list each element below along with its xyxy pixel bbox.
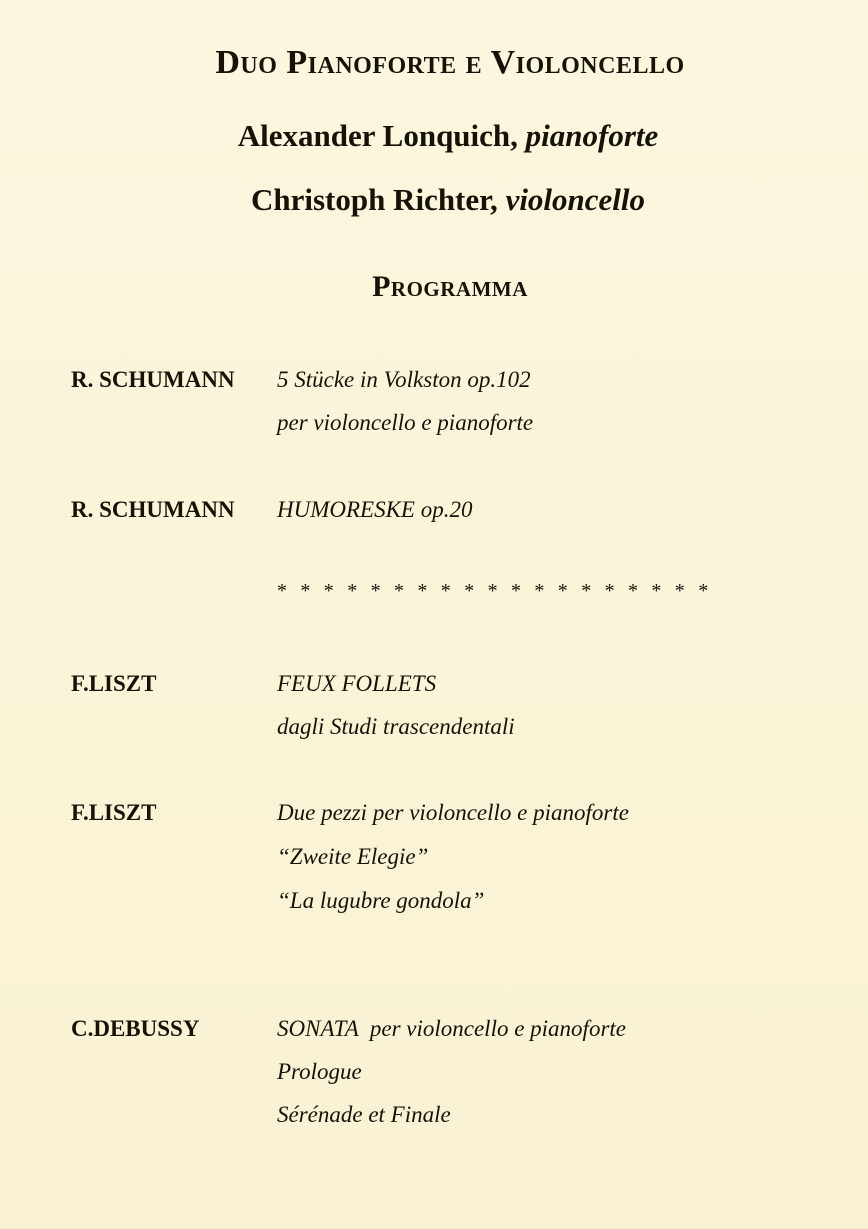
performer-cellist [0,182,868,218]
work-movement: Prologue [277,1059,362,1084]
concert-title: Duo Pianoforte e Violoncello [215,44,685,81]
work-detail: per violoncello e pianoforte [277,410,534,435]
composer-name: R. SCHUMANN [71,497,235,522]
work-title: FEUX FOLLETS [277,671,437,696]
work-title: 5 Stücke in Volkston op.102 [277,367,531,392]
work-title: HUMORESKE op.20 [277,497,473,522]
performer-pianist [0,118,868,154]
performer-name: Alexander Lonquich, [237,118,526,153]
composer-name: R. SCHUMANN [71,367,235,392]
interval-separator: * * * * * * * * * * * * * * * * * * * [277,580,713,602]
composer-name: F.LISZT [71,800,157,825]
work-title: SONATA per violoncello e pianoforte [277,1016,626,1041]
work-movement: “La lugubre gondola” [277,888,485,913]
work-detail: dagli Studi trascendentali [277,714,515,739]
composer-name: F.LISZT [71,671,157,696]
composer-name: C.DEBUSSY [71,1016,200,1041]
programme-heading: Programma [372,270,528,303]
performer-instrument: violoncello [505,182,646,217]
performer-instrument: pianoforte [525,118,659,153]
work-movement: Sérénade et Finale [277,1102,451,1127]
work-title: Due pezzi per violoncello e pianoforte [277,800,629,825]
work-movement: “Zweite Elegie” [277,844,429,869]
performer-name: Christoph Richter, [250,182,506,217]
